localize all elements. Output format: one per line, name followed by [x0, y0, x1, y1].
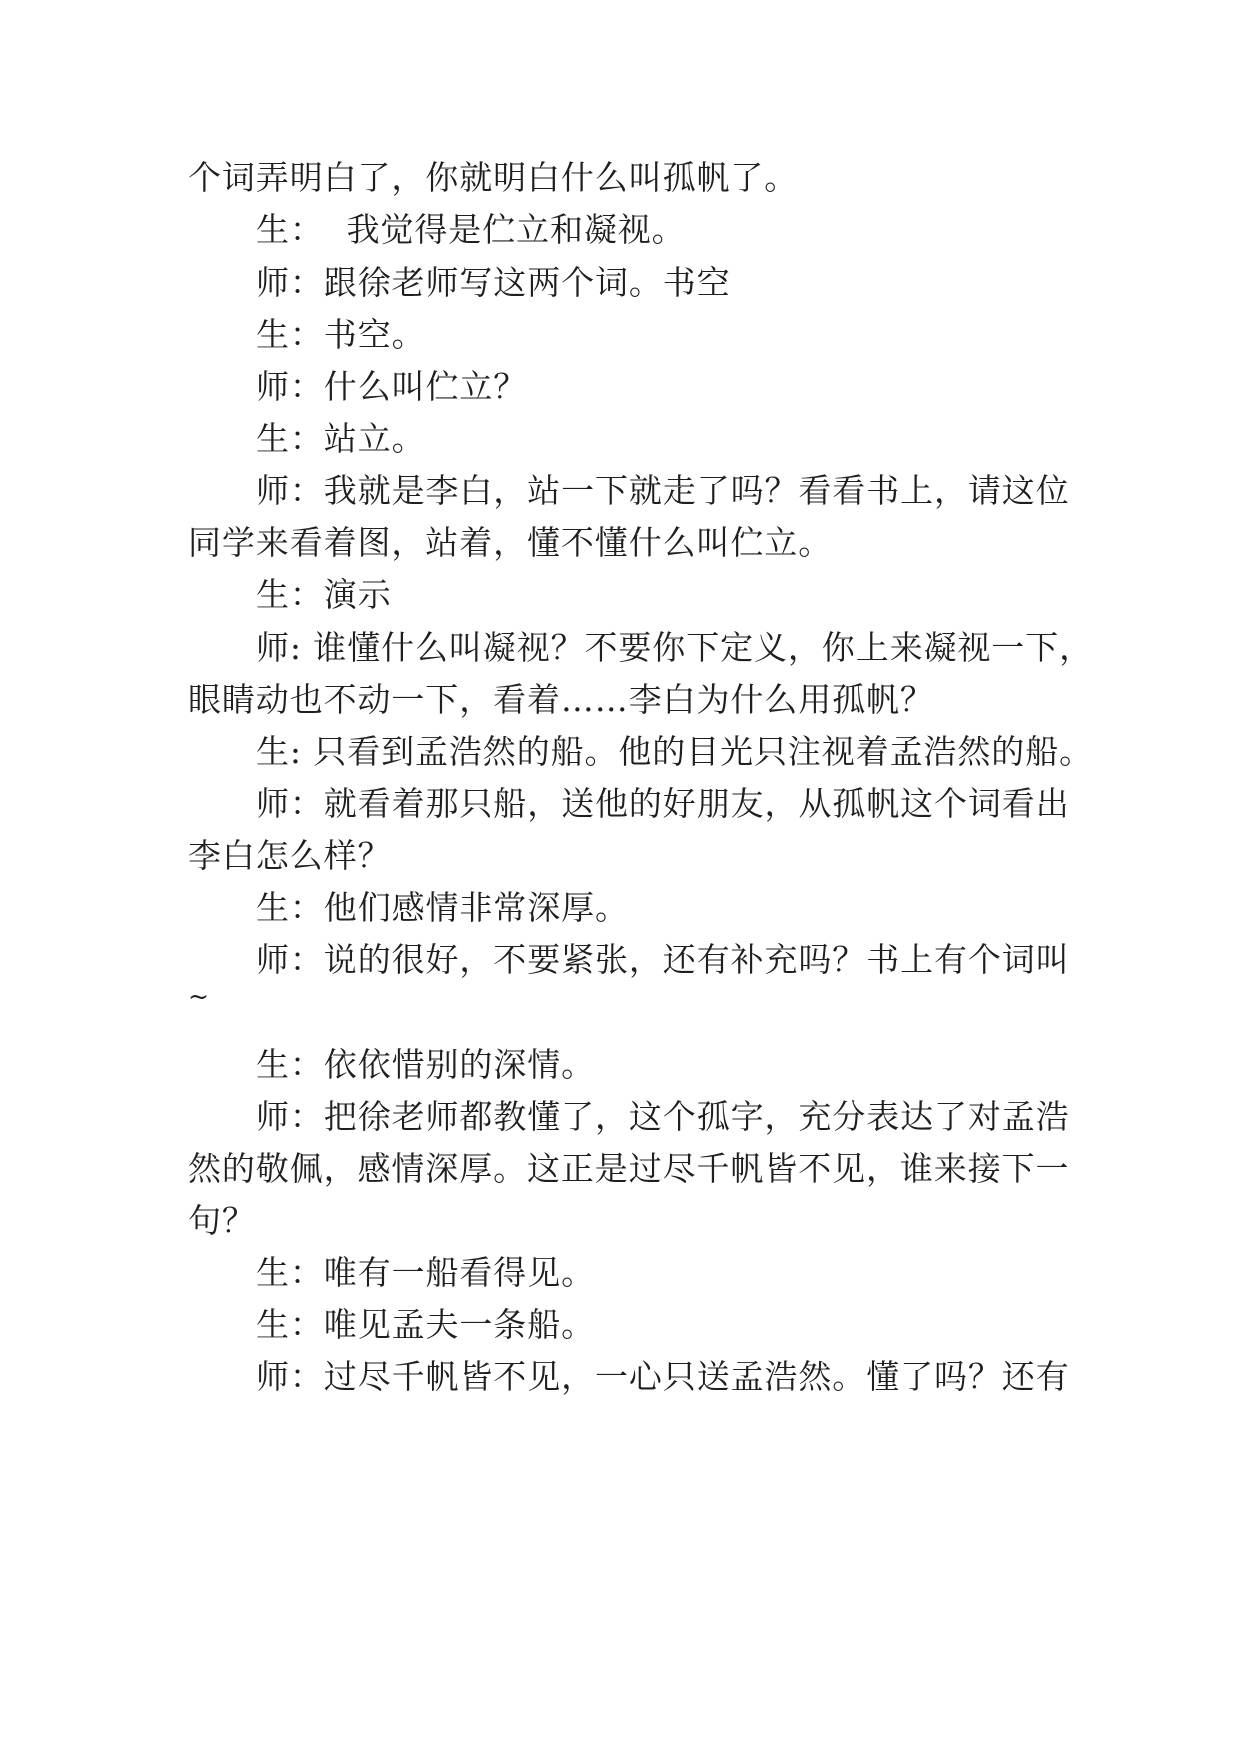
paragraph-line-9: 生：演示	[256, 575, 392, 614]
paragraph-line-12: 生: 只看到孟浩然的船。他的目光只注视着孟浩然的船。	[256, 732, 1094, 771]
paragraph-line-13: 师：就看着那只船，送他的好朋友，从孤帆这个词看出	[256, 784, 1070, 823]
paragraph-line-5: 师：什么叫伫立？	[256, 367, 528, 406]
paragraph-line-17: 生：依依惜别的深情。	[256, 1045, 595, 1084]
paragraph-line-4: 生：书空。	[256, 315, 426, 354]
tilde-mark: ~	[188, 982, 209, 1011]
paragraph-line-21: 生：唯有一船看得见。	[256, 1253, 595, 1292]
paragraph-line-8: 同学来看着图，站着，懂不懂什么叫伫立。	[188, 523, 833, 562]
paragraph-line-15: 生：他们感情非常深厚。	[256, 888, 629, 927]
paragraph-line-20: 句？	[188, 1201, 256, 1240]
paragraph-line-1: 个词弄明白了，你就明白什么叫孤帆了。	[188, 158, 799, 197]
paragraph-line-2: 生： 我觉得是伫立和凝视。	[256, 210, 686, 249]
paragraph-line-3: 师：跟徐老师写这两个词。书空	[256, 263, 731, 302]
paragraph-line-19: 然的敬佩，感情深厚。这正是过尽千帆皆不见，谁来接下一	[188, 1149, 1070, 1188]
paragraph-line-14: 李白怎么样？	[188, 836, 392, 875]
paragraph-line-11: 眼睛动也不动一下，看着……李白为什么用孤帆？	[188, 680, 934, 719]
paragraph-line-16: 师：说的很好，不要紧张，还有补充吗？书上有个词叫	[256, 940, 1070, 979]
paragraph-line-6: 生：站立。	[256, 419, 426, 458]
paragraph-line-10: 师: 谁懂什么叫凝视？不要你下定义，你上来凝视一下，	[256, 628, 1094, 667]
paragraph-line-7: 师：我就是李白，站一下就走了吗？看看书上，请这位	[256, 471, 1070, 510]
paragraph-line-23: 师：过尽千帆皆不见，一心只送孟浩然。懂了吗？还有	[256, 1357, 1070, 1396]
paragraph-line-22: 生：唯见孟夫一条船。	[256, 1305, 595, 1344]
paragraph-line-18: 师：把徐老师都教懂了，这个孤字，充分表达了对孟浩	[256, 1097, 1070, 1136]
